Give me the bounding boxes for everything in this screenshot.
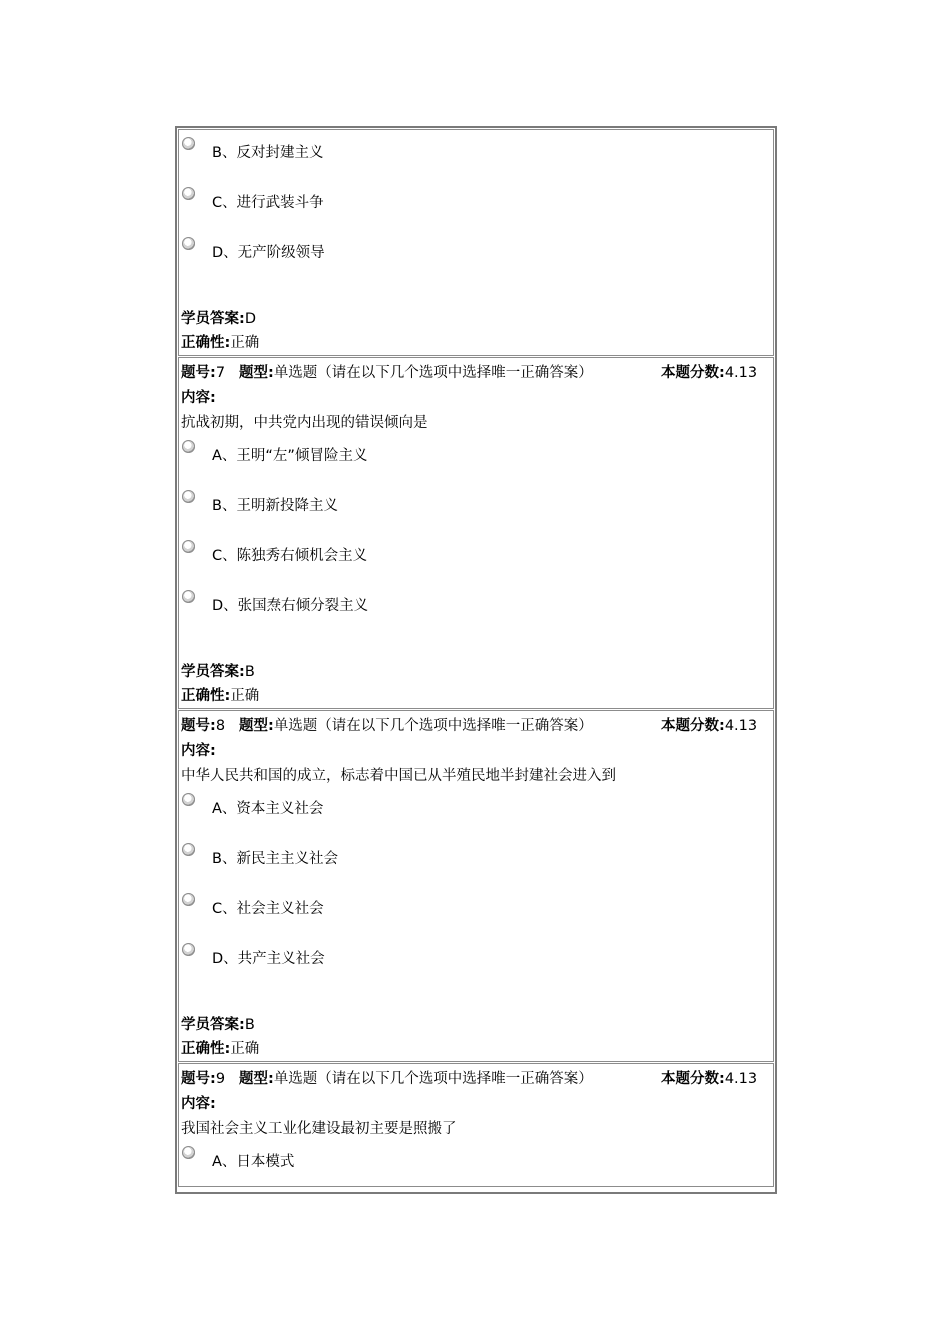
radio-option-a[interactable] <box>182 793 195 806</box>
radio-option-a[interactable] <box>182 440 195 453</box>
option-label: C、陈独秀右倾机会主义 <box>212 548 368 564</box>
correctness: 正确性:正确 <box>181 1041 260 1057</box>
radio-option-d[interactable] <box>182 943 195 956</box>
option-label: B、新民主主义社会 <box>212 851 338 867</box>
student-answer: 学员答案:D <box>181 311 256 327</box>
question-score: 本题分数:4.13 <box>661 365 758 381</box>
option-label: A、王明“左”倾冒险主义 <box>212 448 368 464</box>
radio-option-b[interactable] <box>182 137 195 150</box>
question-type: 题型:单选题（请在以下几个选项中选择唯一正确答案） <box>239 718 593 734</box>
radio-option-d[interactable] <box>182 590 195 603</box>
radio-option-c[interactable] <box>182 540 195 553</box>
option-label: B、王明新投降主义 <box>212 498 338 514</box>
content-label: 内容: <box>181 390 216 406</box>
question-block-7 <box>178 357 774 709</box>
question-type: 题型:单选题（请在以下几个选项中选择唯一正确答案） <box>239 365 593 381</box>
question-number: 题号:9 <box>181 1071 226 1087</box>
content-label: 内容: <box>181 743 216 759</box>
radio-option-c[interactable] <box>182 187 195 200</box>
option-label: C、进行武装斗争 <box>212 195 324 211</box>
question-number: 题号:8 <box>181 718 226 734</box>
question-content: 我国社会主义工业化建设最初主要是照搬了 <box>181 1121 457 1137</box>
student-answer: 学员答案:B <box>181 664 255 680</box>
radio-option-b[interactable] <box>182 843 195 856</box>
question-block-9 <box>178 1063 774 1187</box>
option-label: B、反对封建主义 <box>212 145 324 161</box>
question-type: 题型:单选题（请在以下几个选项中选择唯一正确答案） <box>239 1071 593 1087</box>
question-content: 中华人民共和国的成立，标志着中国已从半殖民地半封建社会进入到 <box>181 768 616 784</box>
quiz-frame <box>175 126 777 1194</box>
question-score: 本题分数:4.13 <box>661 718 758 734</box>
student-answer: 学员答案:B <box>181 1017 255 1033</box>
radio-option-a[interactable] <box>182 1146 195 1159</box>
question-block-8 <box>178 710 774 1062</box>
question-score: 本题分数:4.13 <box>661 1071 758 1087</box>
option-label: C、社会主义社会 <box>212 901 324 917</box>
correctness: 正确性:正确 <box>181 335 260 351</box>
correctness: 正确性:正确 <box>181 688 260 704</box>
radio-option-c[interactable] <box>182 893 195 906</box>
option-label: D、共产主义社会 <box>212 951 325 967</box>
question-content: 抗战初期，中共党内出现的错误倾向是 <box>181 415 428 431</box>
option-label: D、张国焘右倾分裂主义 <box>212 598 369 614</box>
content-label: 内容: <box>181 1096 216 1112</box>
radio-option-b[interactable] <box>182 490 195 503</box>
option-label: A、日本模式 <box>212 1154 295 1170</box>
radio-option-d[interactable] <box>182 237 195 250</box>
option-label: D、无产阶级领导 <box>212 245 325 261</box>
question-block-partial <box>178 129 774 356</box>
option-label: A、资本主义社会 <box>212 801 324 817</box>
question-number: 题号:7 <box>181 365 226 381</box>
